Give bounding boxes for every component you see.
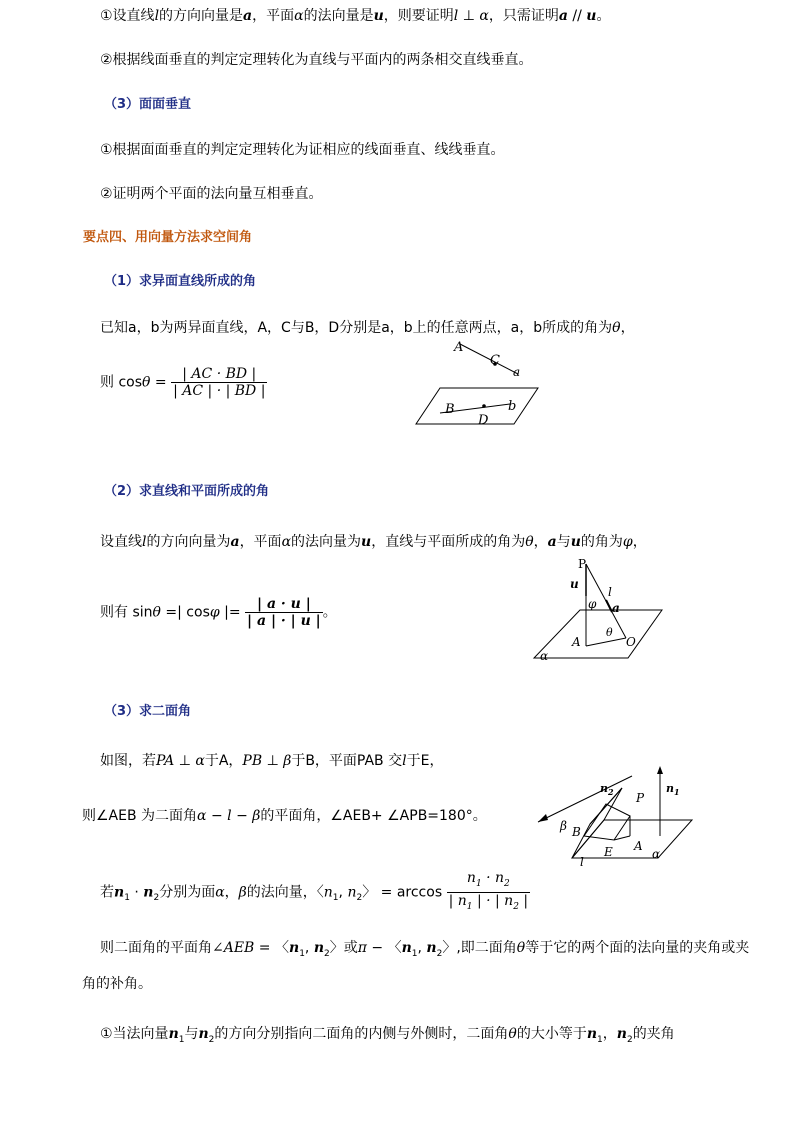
label-B: B	[445, 402, 455, 417]
text: 设直线	[100, 534, 142, 550]
label-phi: φ	[588, 597, 597, 611]
label-n2: $n_2$	[600, 782, 614, 797]
text: ,即二面角	[456, 940, 517, 956]
paragraph: 则二面角的平面角∠AEB = 〈$n_1$, $n_2$〉或π − 〈$n_1$, $n_2$〉,即二面角θ等于它的两个面的法向量的夹角或夹	[100, 940, 750, 959]
label-theta: θ	[606, 626, 613, 639]
label-beta: β	[560, 819, 567, 833]
label-alpha: α	[652, 847, 661, 861]
text: 的法向量是	[303, 8, 374, 24]
subsection-heading: （2）求直线和平面所成的角	[104, 484, 270, 499]
subsection-heading: （3）求二面角	[104, 704, 192, 719]
intro-line-1: ①设直线l的方向向量是a，平面α的法向量是u，则要证明l ⊥ α，只需证明a // u。	[100, 8, 611, 24]
paragraph: ①根据面面垂直的判定定理转化为证相应的线面垂直、线线垂直。	[100, 142, 505, 158]
fraction: $\frac{n_1 \cdot n_2}{| n_1 | \cdot | n_2 |}$	[448, 870, 529, 912]
text: 。	[596, 8, 611, 24]
text: 的平面角，∠AEB+ ∠APB=180°。	[260, 808, 487, 824]
section-heading: （3）面面垂直	[104, 97, 192, 112]
label-a: a	[612, 601, 620, 615]
text: 于E，	[406, 753, 444, 769]
text: 则二面角的平面角	[100, 940, 212, 956]
label-l: l	[580, 855, 584, 869]
paragraph: 已知a，b为两异面直线，A，C与B，D分别是a，b上的任意两点，a，b所成的角为θ，	[100, 320, 635, 336]
skew-lines-figure	[410, 338, 550, 428]
text: ，直线与平面所成的角为	[371, 534, 526, 550]
text: 与	[556, 534, 571, 550]
text: 的法向量为	[291, 534, 362, 550]
text: 分别为面	[159, 884, 216, 901]
text: ，	[602, 1026, 617, 1042]
dihedral-angle-figure	[532, 764, 702, 872]
label-C: C	[490, 353, 500, 368]
paragraph: 如图，若PA ⊥ α于A，PB ⊥ β于B，平面PAB 交l于E，	[100, 753, 444, 769]
text: ①设直线	[100, 8, 155, 24]
formula-cos: 则 cosθ = $\frac{| AC \cdot BD |}{| AC | \cdot | BD |}$	[100, 366, 266, 399]
label-A: A	[572, 635, 581, 649]
formula-sin: 则有 sinθ =| cosφ |= $\frac{| a \cdot u |}{| a | \cdot | u |}$ 。	[100, 596, 337, 629]
text: 则	[100, 374, 114, 391]
text: 如图，若	[100, 753, 156, 769]
text: ，	[632, 534, 647, 550]
text: ，	[224, 884, 239, 901]
label-P: P	[636, 791, 645, 805]
text: 。	[322, 604, 337, 621]
text: ，平面	[252, 8, 295, 24]
text: 的方向向量是	[159, 8, 244, 24]
text: 已知a，b为两异面直线，A，C与B，D分别是a，b上的任意两点，a，b所成的角为	[100, 320, 613, 336]
text: 于A，	[204, 753, 243, 769]
text: 的方向向量为	[146, 534, 231, 550]
point-heading: 要点四、用向量方法求空间角	[83, 230, 253, 245]
text: 等于它的两个面的法向量的夹角或夹	[525, 940, 750, 956]
intro-line-2: ②根据线面垂直的判定定理转化为直线与平面内的两条相交直线垂直。	[100, 52, 533, 68]
fraction: $\frac{| AC \cdot BD |}{| AC | \cdot | BD |}$	[173, 366, 266, 399]
label-n1: $n_1$	[666, 782, 680, 797]
paragraph: 角的补角。	[82, 976, 152, 992]
text: 若	[100, 884, 114, 901]
text: 的法向量，	[246, 884, 317, 901]
paragraph: ①当法向量$n_1$与$n_2$的方向分别指向二面角的内侧与外侧时，二面角θ的大小等于$n_1$，$n_2$的夹角	[100, 1026, 675, 1045]
text: 的角为	[580, 534, 623, 550]
text: ，	[533, 534, 548, 550]
text: ，则要证明	[383, 8, 454, 24]
formula-normals: 若$n_1 \cdot n_2$分别为面α，β的法向量，〈$n_1$, $n_2$〉 = arccos $\frac{n_1 \cdot n_2}{| n_1 | \cdot | n_2 |}$	[100, 870, 530, 915]
paragraph: 设直线l的方向向量为a，平面α的法向量为u，直线与平面所成的角为θ，a与u的角为φ，	[100, 534, 647, 550]
text: 则∠AEB 为二面角	[82, 808, 198, 824]
line-plane-angle-figure	[530, 556, 670, 666]
text: 的夹角	[632, 1026, 675, 1042]
label-u: u	[570, 577, 579, 591]
label-O: O	[626, 635, 636, 649]
label-B: B	[572, 825, 581, 839]
text: 与	[184, 1026, 199, 1042]
text: ①当法向量	[100, 1026, 169, 1042]
label-a: a	[513, 365, 521, 379]
label-P: P	[578, 557, 587, 571]
label-A: A	[454, 340, 464, 355]
text: 或	[343, 940, 358, 956]
paragraph: 则∠AEB 为二面角α − l − β的平面角，∠AEB+ ∠APB=180°。	[82, 808, 487, 824]
label-alpha: α	[540, 649, 549, 663]
text: 的大小等于	[516, 1026, 587, 1042]
subsection-heading: （1）求异面直线所成的角	[104, 274, 257, 289]
text: 则有	[100, 604, 128, 621]
text: 的方向分别指向二面角的内侧与外侧时，二面角	[214, 1026, 509, 1042]
label-b: b	[508, 399, 517, 414]
label-D: D	[478, 413, 489, 428]
text: ，只需证明	[488, 8, 559, 24]
fraction: $\frac{| a \cdot u |}{| a | \cdot | u |}$	[247, 596, 321, 629]
text: 于B，平面PAB 交	[291, 753, 403, 769]
paragraph: ②证明两个平面的法向量互相垂直。	[100, 186, 323, 202]
label-E: E	[604, 845, 613, 859]
text: ，平面	[239, 534, 282, 550]
label-A: A	[634, 839, 643, 853]
label-l: l	[608, 585, 612, 599]
